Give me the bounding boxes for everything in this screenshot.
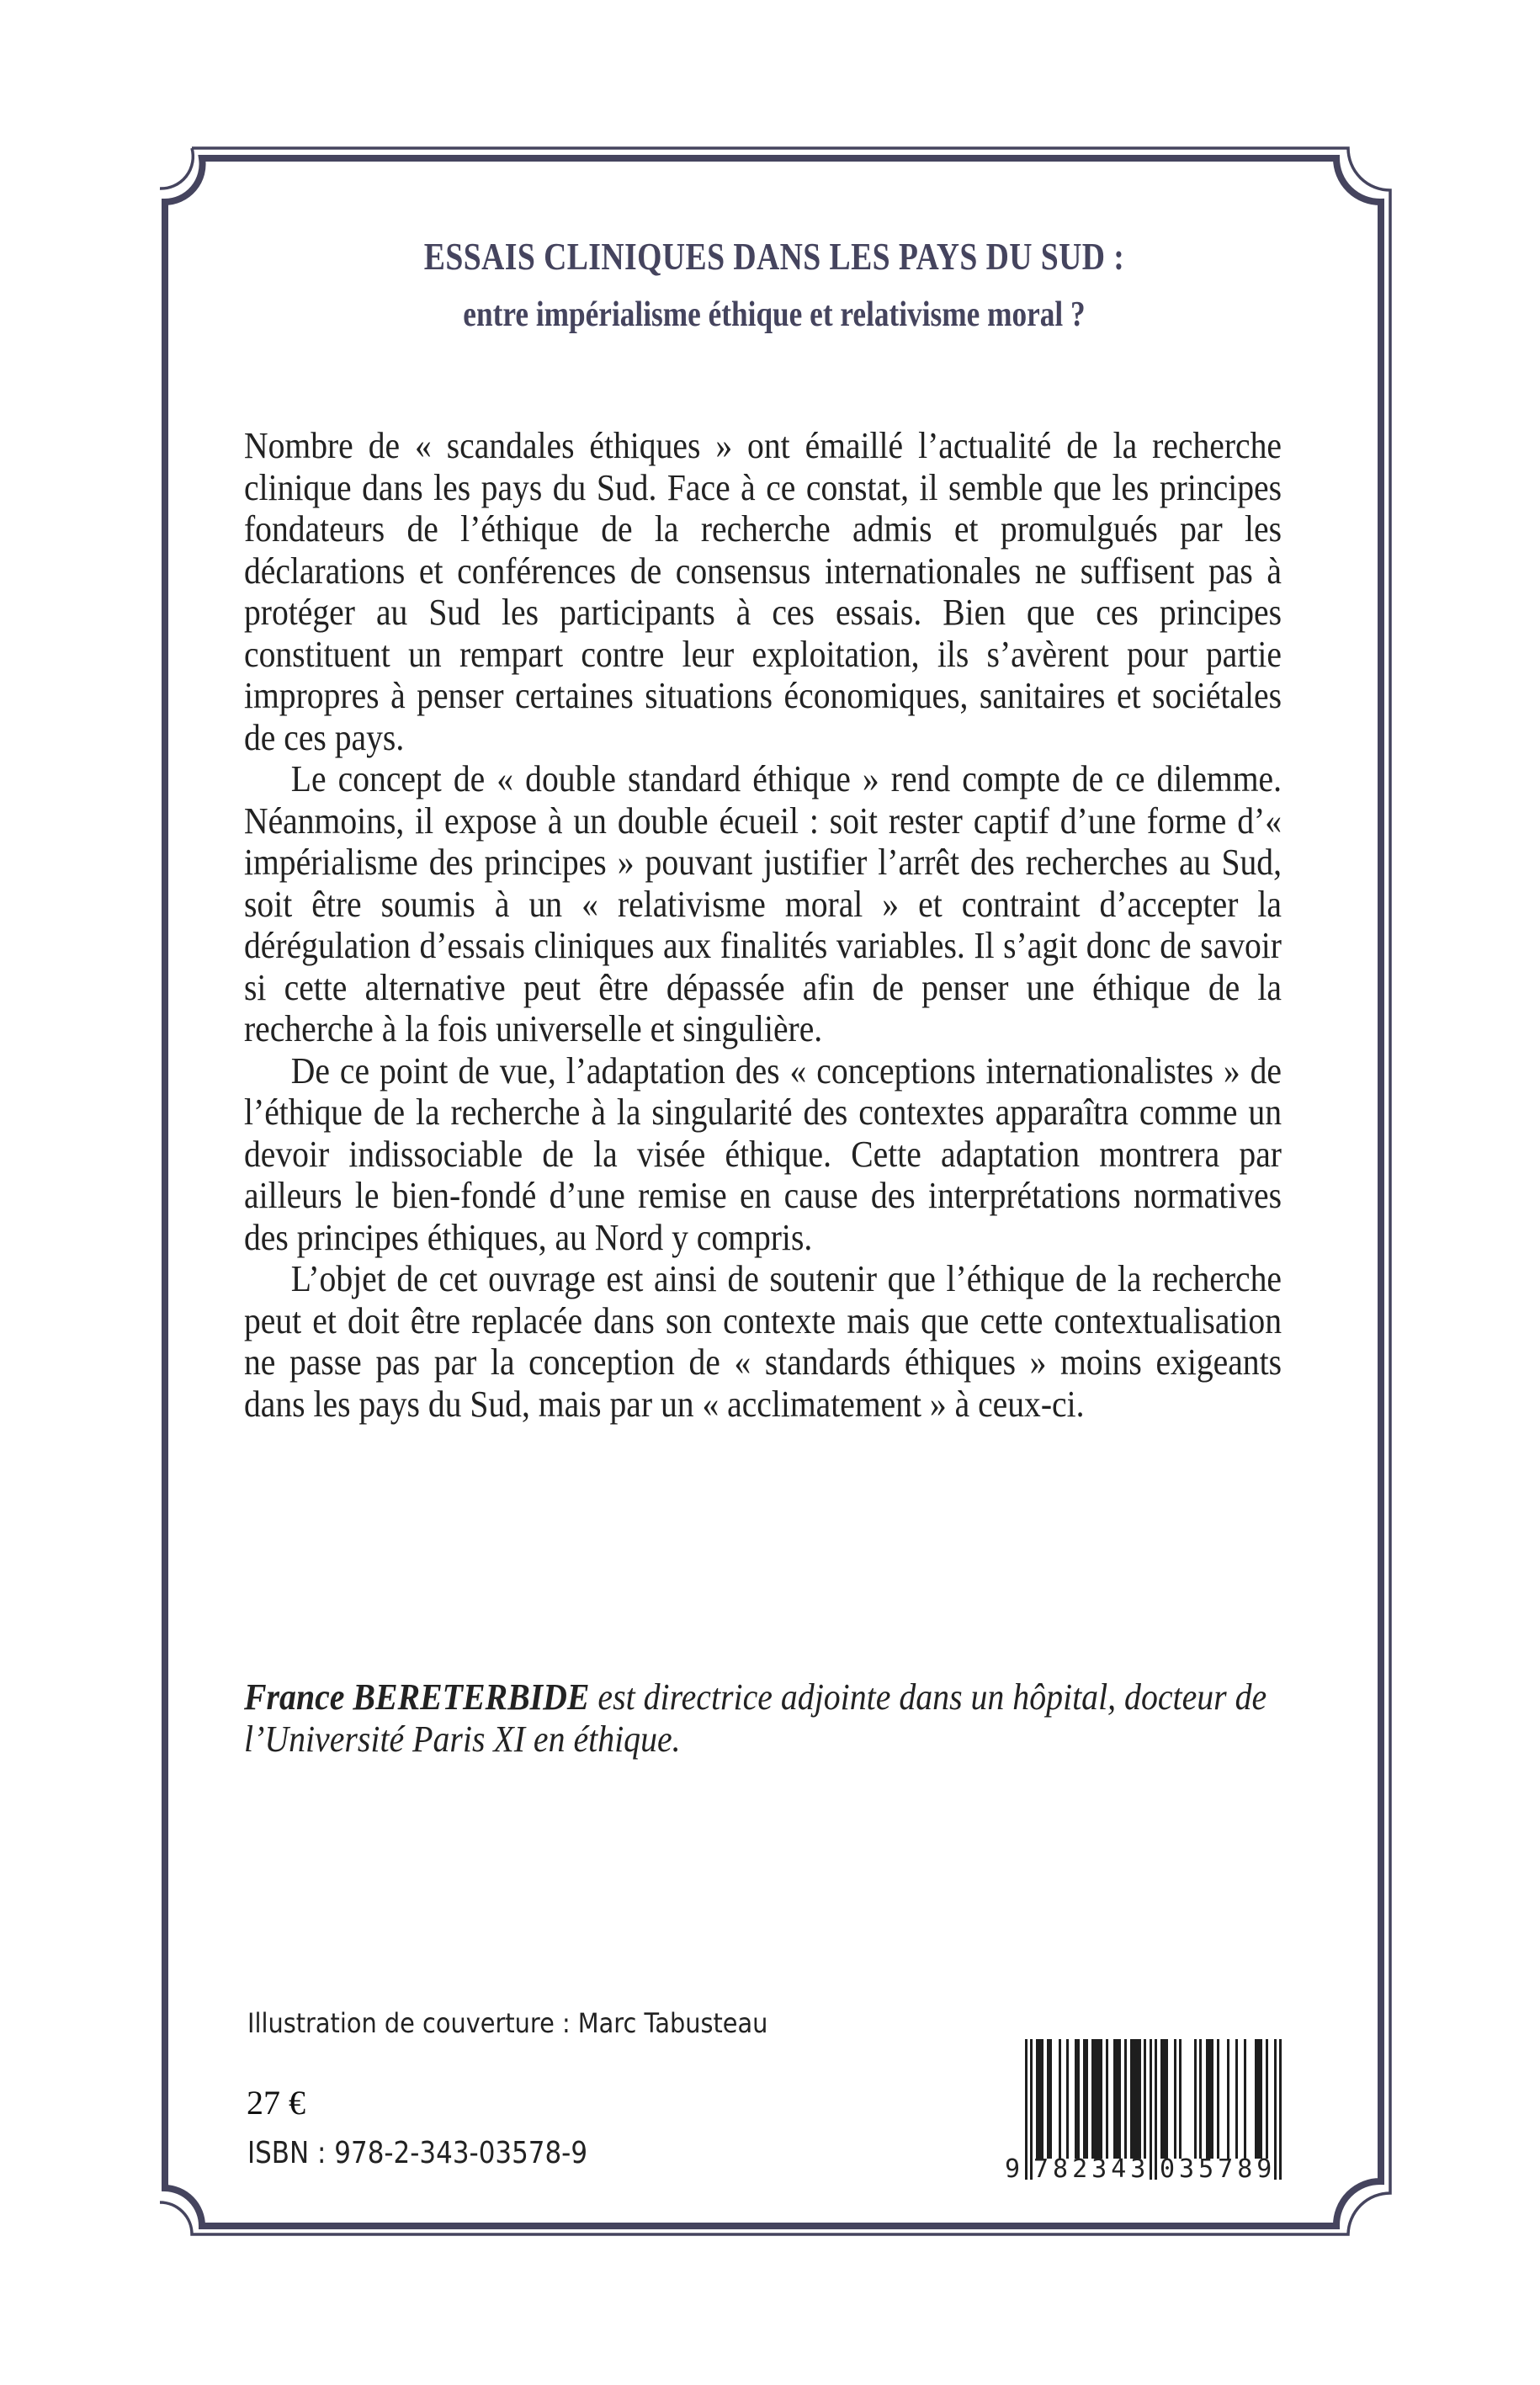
blurb xyxy=(244,425,1282,1425)
blurb-paragraph: De ce point de vue, l’adaptation des « conceptions internationalistes » de l’éthique de la recherche à la singularité des contextes apparaîtra comme un devoir indissociable de la visée éthique. Cette adaptation montrera par ailleurs le bien-fondé d’une remise en cause des interprétations normatives des principes éthiques, au Nord y compris. xyxy=(244,1049,1282,1258)
author-description: est directrice adjointe dans un hôpital, docteur de l’Université Paris XI en éthique. xyxy=(244,1676,1267,1760)
blurb-paragraph: Le concept de « double standard éthique » rend compte de ce dilemme. Néanmoins, il expose à un double écueil : soit rester captif d’une forme d’« impérialisme des principes » pouvant justifier l’arrêt des recherches au Sud, soit être soumis à un « relativisme moral » et contraint d’accepter la dérégulation d’essais cliniques aux finalités variables. Il s’agit donc de savoir si cette alternative peut être dépassée afin de penser une éthique de la recherche à la fois universelle et singulière. xyxy=(244,758,1282,1049)
author-name: France BERETERBIDE xyxy=(244,1676,590,1718)
price: 27 € xyxy=(247,2084,305,2122)
isbn: ISBN : 978-2-343-03578-9 xyxy=(247,2136,588,2170)
blurb-paragraph: L’objet de cet ouvrage est ainsi de soutenir que l’éthique de la recherche peut et doit être replacée dans son contexte mais que cette contextualisation ne passe pas par la conception de « standards éthiques » moins exigeants dans les pays du Sud, mais par un « acclimatement » à ceux-ci. xyxy=(244,1258,1282,1425)
book-subtitle: entre impérialisme éthique et relativisme moral ? xyxy=(463,295,1086,334)
blurb-paragraph: Nombre de « scandales éthiques » ont émaillé l’actualité de la recherche clinique dans les pays du Sud. Face à ce constat, il semble que les principes fondateurs de l’éthique de la recherche admis et promulgués par les déclarations et conférences de consensus internationales ne suffisent pas à protéger au Sud les participants à ces essais. Bien que ces principes constituent un rempart contre leur exploitation, ils s’avèrent pour partie impropres à penser certaines situations économiques, sanitaires et sociétales de ces pays. xyxy=(244,425,1282,758)
barcode-lead-digit: 9 xyxy=(1005,2154,1021,2184)
barcode-left-digits: 782343 xyxy=(1033,2154,1150,2184)
barcode-right-digits: 035789 xyxy=(1160,2154,1277,2184)
author-bio xyxy=(244,1676,1295,1761)
barcode-digits xyxy=(1001,2154,1296,2188)
illustration-credit: Illustration de couverture : Marc Tabusteau xyxy=(247,2007,768,2039)
book-title: ESSAIS CLINIQUES DANS LES PAYS DU SUD : xyxy=(423,235,1125,278)
